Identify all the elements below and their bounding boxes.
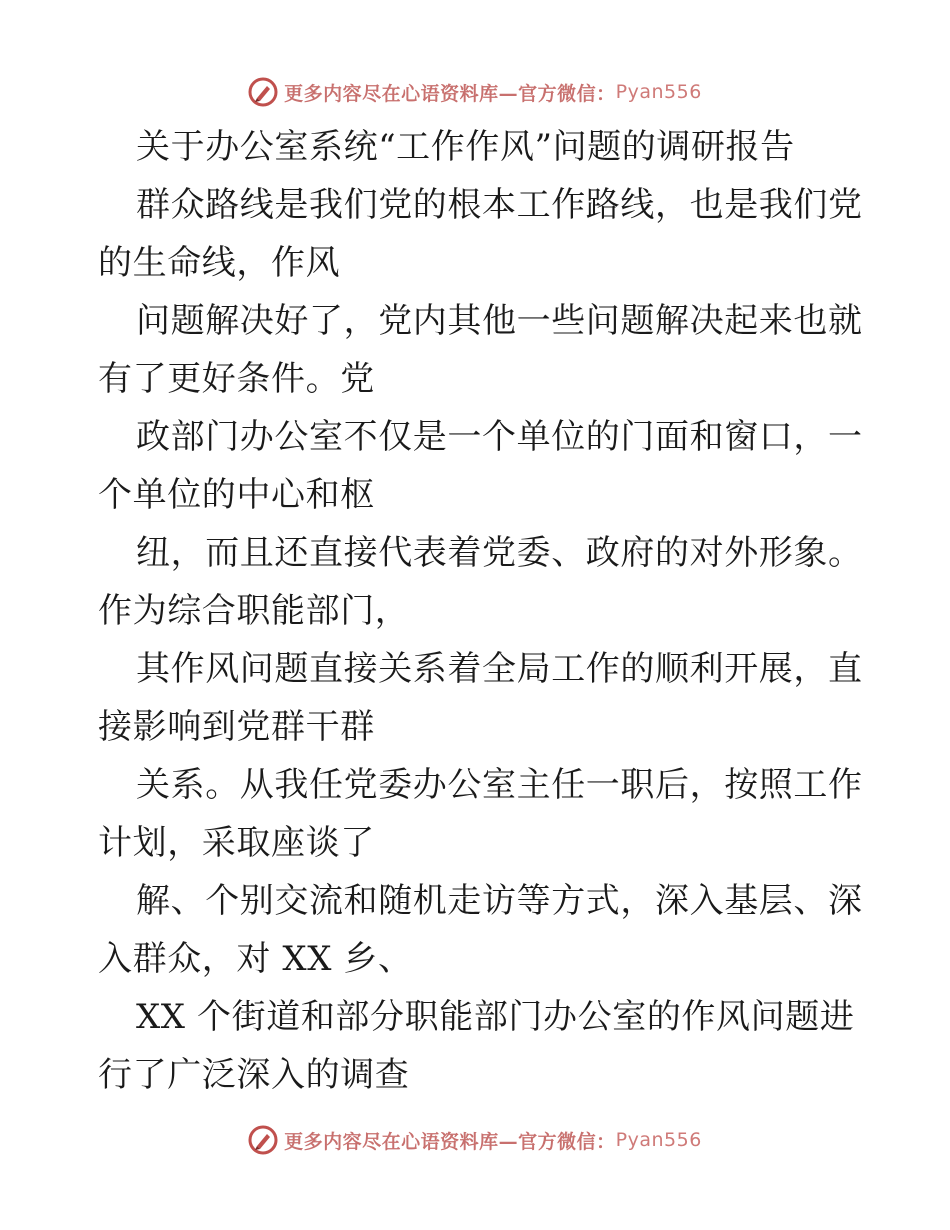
paragraph-line: 作为综合职能部门， [98, 591, 410, 631]
document-title: 关于办公室系统“工作作风”问题的调研报告 [136, 127, 795, 167]
paragraph-line: 政部门办公室不仅是一个单位的门面和窗口，一 [136, 417, 863, 457]
paragraph-line: 其作风问题直接关系着全局工作的顺利开展，直 [136, 649, 863, 689]
pen-logo-icon [248, 77, 278, 107]
watermark-footer [0, 1120, 950, 1160]
watermark-handle: Pyan556 [615, 1129, 702, 1151]
watermark-header [0, 72, 950, 112]
paragraph-line: 纽，而且还直接代表着党委、政府的对外形象。 [136, 533, 863, 573]
paragraph-line: 接影响到党群干群 [98, 707, 375, 747]
paragraph-line: 问题解决好了，党内其他一些问题解决起来也就 [136, 301, 863, 341]
paragraph-line: 行了广泛深入的调查 [98, 1055, 410, 1095]
paragraph-line: 关系。从我任党委办公室主任一职后，按照工作 [136, 765, 863, 805]
paragraph-line: 个单位的中心和枢 [98, 475, 375, 515]
paragraph-line: XX 个街道和部分职能部门办公室的作风问题进 [136, 997, 855, 1037]
document-body [98, 118, 863, 1104]
watermark-text: 更多内容尽在心语资料库—官方微信： [284, 82, 616, 105]
paragraph-line: 解、个别交流和随机走访等方式，深入基层、深 [136, 881, 863, 921]
paragraph-line: 群众路线是我们党的根本工作路线，也是我们党 [136, 185, 863, 225]
watermark-handle: Pyan556 [615, 81, 702, 103]
watermark-text: 更多内容尽在心语资料库—官方微信： [284, 1130, 616, 1153]
paragraph-line: 的生命线，作风 [98, 243, 341, 283]
pen-logo-icon [248, 1125, 278, 1155]
paragraph-line: 入群众，对 XX 乡、 [98, 939, 413, 979]
paragraph-line: 计划，采取座谈了 [98, 823, 375, 863]
paragraph-line: 有了更好条件。党 [98, 359, 375, 399]
